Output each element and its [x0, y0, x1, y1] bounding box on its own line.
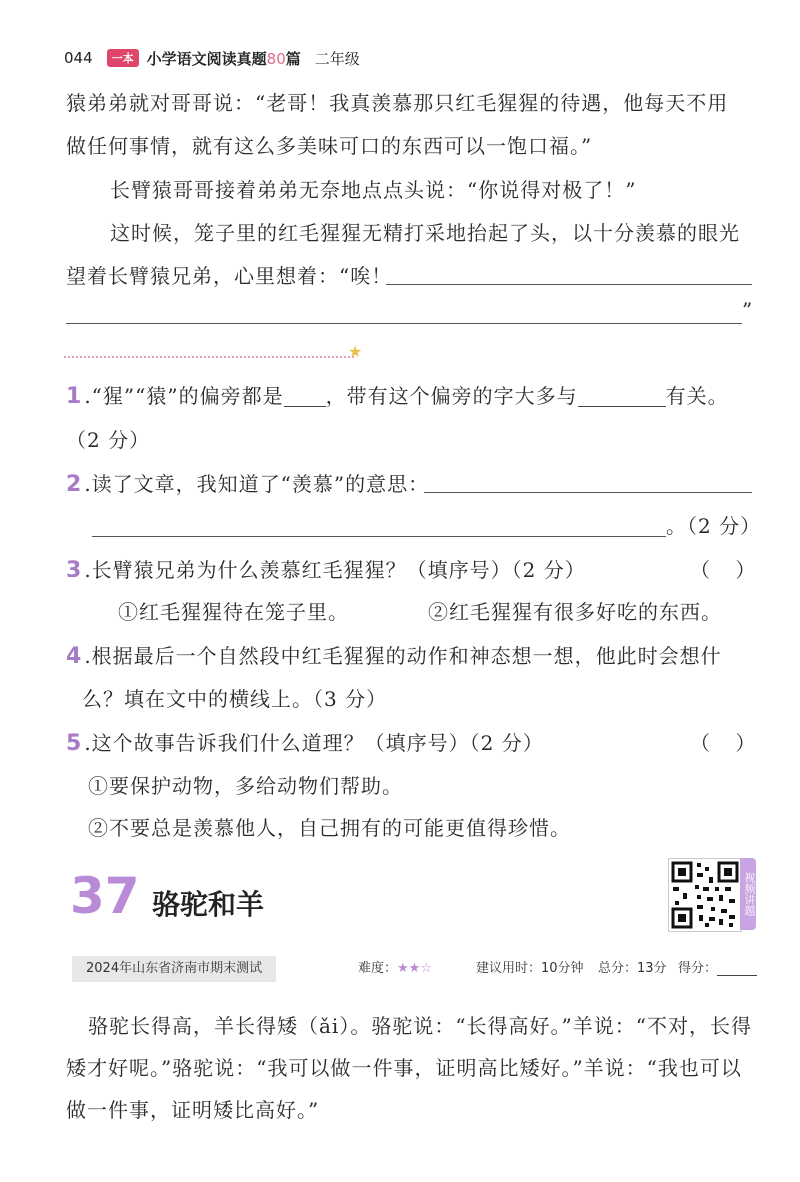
- passage-line: 望着长臂猿兄弟，心里想着：“唉！: [66, 264, 393, 288]
- answer-parentheses[interactable]: （ ）: [690, 558, 756, 582]
- option-1: ①要保护动物，多给动物们帮助。: [88, 774, 403, 798]
- question-4: 4 .根据最后一个自然段中红毛猩猩的动作和神态想一想，他此时会想什: [66, 644, 722, 669]
- qr-code-icon[interactable]: [668, 858, 742, 932]
- exercise-meta: [72, 956, 762, 982]
- option-2: ②不要总是羡慕他人，自己拥有的可能更值得珍惜。: [88, 816, 571, 840]
- passage-line: 做任何事情，就有这么多美味可口的东西可以一饱口福。”: [66, 134, 593, 158]
- answer-line[interactable]: [424, 492, 752, 493]
- option-2: ②红毛猩猩有很多好吃的东西。: [428, 600, 722, 624]
- answer-parentheses[interactable]: （ ）: [690, 731, 756, 755]
- story-line: 矮才好呢。”骆驼说：“我可以做一件事，证明高比矮好。”羊说：“我也可以: [66, 1056, 742, 1080]
- story-number: 37: [70, 867, 140, 925]
- answer-blank[interactable]: [284, 388, 326, 407]
- suggested-time: 建议用时：10分钟: [476, 961, 584, 976]
- question-number: 4: [66, 644, 83, 669]
- story-title: 骆驼和羊: [152, 888, 265, 921]
- score-field[interactable]: 得分：: [678, 956, 757, 982]
- difficulty-stars-icon: ★★☆: [397, 961, 432, 976]
- answer-line[interactable]: [386, 284, 752, 285]
- closing-quote: ”: [742, 298, 753, 322]
- question-1-points: （2 分）: [66, 428, 151, 452]
- question-number: 5: [66, 731, 83, 756]
- story-line: 骆驼长得高，羊长得矮（ǎi）。骆驼说：“长得高好。”羊说：“不对，长得: [88, 1014, 752, 1038]
- option-1: ①红毛猩猩待在笼子里。: [118, 600, 349, 624]
- question-number: 3: [66, 558, 83, 583]
- page-number: 044: [64, 49, 93, 67]
- question-2: 2 .读了文章，我知道了“羡慕”的意思：: [66, 472, 430, 497]
- star-icon: ★: [348, 342, 363, 361]
- qr-label: 视频讲题: [740, 858, 756, 930]
- source-badge: 2024年山东省济南市期末测试: [72, 956, 276, 982]
- grade-label: 二年级: [314, 49, 360, 68]
- passage-line: 这时候，笼子里的红毛猩猩无精打采地抬起了头，以十分羡慕的眼光: [110, 221, 740, 245]
- answer-line[interactable]: [66, 323, 742, 324]
- section-divider: [64, 356, 354, 358]
- total-score: 总分：13分: [598, 961, 667, 976]
- question-5: 5 .这个故事告诉我们什么道理？（填序号）（2 分）: [66, 731, 544, 756]
- answer-line[interactable]: [92, 536, 666, 537]
- page-header: [64, 44, 360, 72]
- answer-blank[interactable]: [578, 388, 666, 407]
- question-3: 3 .长臂猿兄弟为什么羡慕红毛猩猩？（填序号）（2 分）: [66, 558, 586, 583]
- question-2-points: 。（2 分）: [666, 514, 762, 538]
- book-title: 小学语文阅读真题80篇: [146, 49, 301, 68]
- difficulty: 难度：★★☆: [358, 961, 432, 976]
- passage-line: 长臂猿哥哥接着弟弟无奈地点点头说：“你说得对极了！”: [110, 178, 637, 202]
- question-number: 1: [66, 384, 83, 409]
- question-4-line2: 么？填在文中的横线上。（3 分）: [82, 687, 388, 711]
- question-number: 2: [66, 472, 83, 497]
- question-1: 1 .“猩”“猿”的偏旁都是 ，带有这个偏旁的字大多与 有关。: [66, 384, 729, 409]
- story-line: 做一件事，证明矮比高好。”: [66, 1098, 320, 1122]
- brand-logo: 一本: [107, 49, 139, 67]
- passage-line: 猿弟弟就对哥哥说：“老哥！我真羡慕那只红毛猩猩的待遇，他每天不用: [66, 91, 729, 115]
